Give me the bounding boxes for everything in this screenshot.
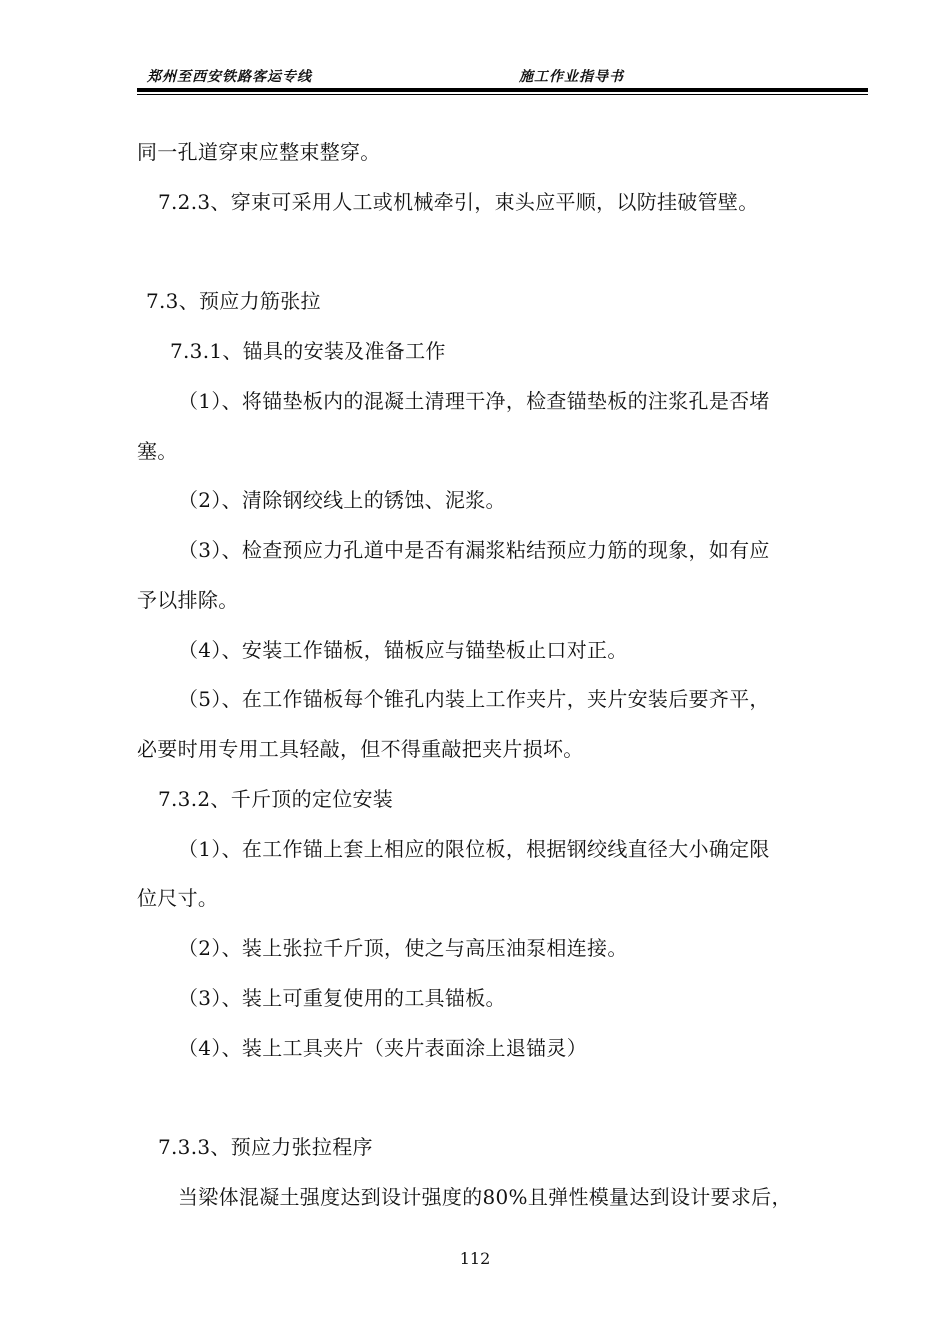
page-header: [137, 64, 867, 86]
text-line: （3）、检查预应力孔道中是否有漏浆粘结预应力筋的现象，如有应: [178, 538, 770, 562]
text-line: （4）、装上工具夹片（夹片表面涂上退锚灵）: [178, 1036, 588, 1060]
header-project-title: 郑州至西安铁路客运专线: [147, 69, 312, 85]
text-line: （2）、清除钢绞线上的锈蚀、泥浆。: [178, 488, 506, 512]
subsection-heading: 7.3.3、预应力张拉程序: [158, 1135, 373, 1159]
text-line: 7.2.3、穿束可采用人工或机械牵引，束头应平顺，以防挂破管壁。: [158, 190, 759, 214]
text-line: 位尺寸。: [137, 886, 219, 910]
text-line: （3）、装上可重复使用的工具锚板。: [178, 986, 506, 1010]
text-line: 必要时用专用工具轻敲，但不得重敲把夹片损坏。: [137, 737, 584, 761]
text-line: （4）、安装工作锚板，锚板应与锚垫板止口对正。: [178, 638, 628, 662]
page-number: 112: [459, 1249, 491, 1268]
text-line: （2）、装上张拉千斤顶，使之与高压油泵相连接。: [178, 936, 628, 960]
header-rule-thin: [137, 94, 868, 95]
subsection-heading: 7.3.2、千斤顶的定位安装: [158, 787, 394, 811]
text-line: （1）、在工作锚上套上相应的限位板，根据钢绞线直径大小确定限: [178, 837, 770, 861]
header-rule-thick: [137, 88, 868, 92]
text-line: 塞。: [137, 439, 178, 463]
text-line: 同一孔道穿束应整束整穿。: [137, 140, 381, 164]
section-heading: 7.3、预应力筋张拉: [146, 289, 321, 313]
text-line: （5）、在工作锚板每个锥孔内装上工作夹片，夹片安装后要齐平，: [178, 687, 770, 711]
text-line: 当梁体混凝土强度达到设计强度的80%且弹性模量达到设计要求后，: [178, 1185, 792, 1209]
subsection-heading: 7.3.1、锚具的安装及准备工作: [170, 339, 446, 363]
header-document-title: 施工作业指导书: [519, 69, 624, 85]
text-line: （1）、将锚垫板内的混凝土清理干净，检查锚垫板的注浆孔是否堵: [178, 389, 770, 413]
text-line: 予以排除。: [137, 588, 239, 612]
